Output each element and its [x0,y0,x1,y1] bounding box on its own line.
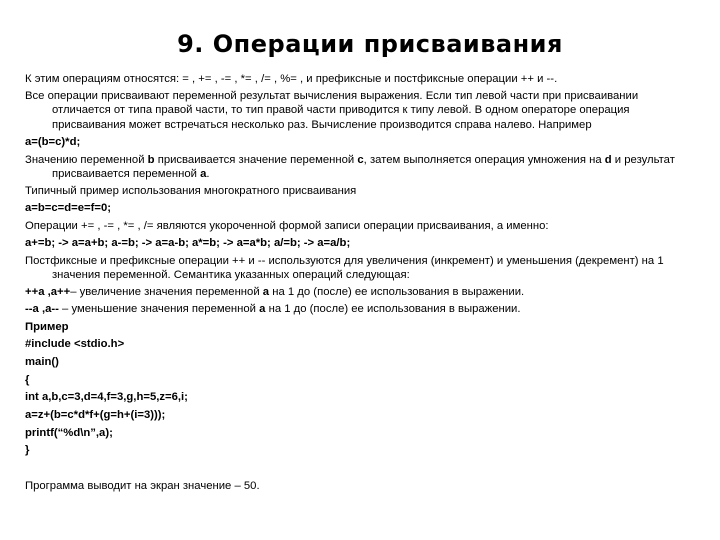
expl-var-b: b [147,153,155,166]
postfix-paragraph: Постфиксные и префиксные операции ++ и -- используются для увеличения (инкремент) и уменьшения (декремент) на 1 значения переменной. Семантика указанных операций следующая: [25,254,664,281]
decrement-line [25,302,700,316]
equivalence-line: a+=b; -> a=a+b; a-=b; -> a=a-b; a*=b; -> a=a*b; a/=b; -> a=a/b; [25,237,351,250]
explanation-paragraph [25,153,700,181]
decrement-text-1: – уменьшение значения переменной [58,303,260,316]
example-code-2: a=b=c=d=e=f=0; [25,202,112,215]
expl-var-c: c [357,153,364,166]
decrement-code: --a ,a-- [25,303,59,316]
slide-body [25,72,700,496]
all-ops-paragraph: Все операции присваивают переменной результат вычисления выражения. Если тип левой части при присваивании отличается от типа правой части, то тип правой части приводится к типу левой. В одном операторе операция присваивания может встречаться несколько раз. Вычисление производится справа налево. Например [25,90,639,131]
expl-text-2: присваивается значение переменной [154,153,358,166]
code-line: main() [25,355,59,368]
example-label: Пример [25,320,69,333]
expl-text-3: , затем выполняется операция умножения на [363,153,605,166]
slide-title: 9. Операции присваивания [177,30,563,58]
expl-text-1: Значению переменной [25,153,148,166]
ops-line: К этим операциям относятся: = , += , -= , *= , /= , %= , и префиксные и постфиксные операции ++ и --. [25,73,558,85]
code-line: int a,b,c=3,d=4,f=3,g,h=5,z=6,i; [25,391,188,404]
code-line: #include <stdio.h> [25,338,125,351]
increment-line [25,285,700,299]
code-line: printf(“%d\n”,a); [25,426,113,439]
example-code-1: a=(b=c)*d; [25,135,81,148]
code-line: a=z+(b=c*d*f+(g=h+(i=3))); [25,409,166,422]
typical-line: Типичный пример использования многократного присваивания [25,184,357,197]
spacer [25,461,700,479]
decrement-text-2: на 1 до (после) ее использования в выражении. [265,303,521,316]
increment-text-2: на 1 до (после) ее использования в выражении. [269,286,525,299]
decrement-var: a [259,303,266,316]
code-line: { [25,373,30,386]
expl-text-4: и результат присваивается переменной [52,153,675,180]
short-form-line: Операции += , -= , *= , /= являются укороченной формой записи операции присваивания, а именно: [25,219,549,232]
expl-var-d: d [604,153,612,166]
increment-text-1: – увеличение значения переменной [70,286,263,299]
result-line: Программа выводит на экран значение – 50. [25,480,260,493]
expl-text-5: . [206,167,210,180]
expl-var-a: a [200,167,207,180]
increment-var: a [262,286,270,299]
increment-code: ++a ,a++ [25,286,71,299]
code-line: } [25,444,30,457]
